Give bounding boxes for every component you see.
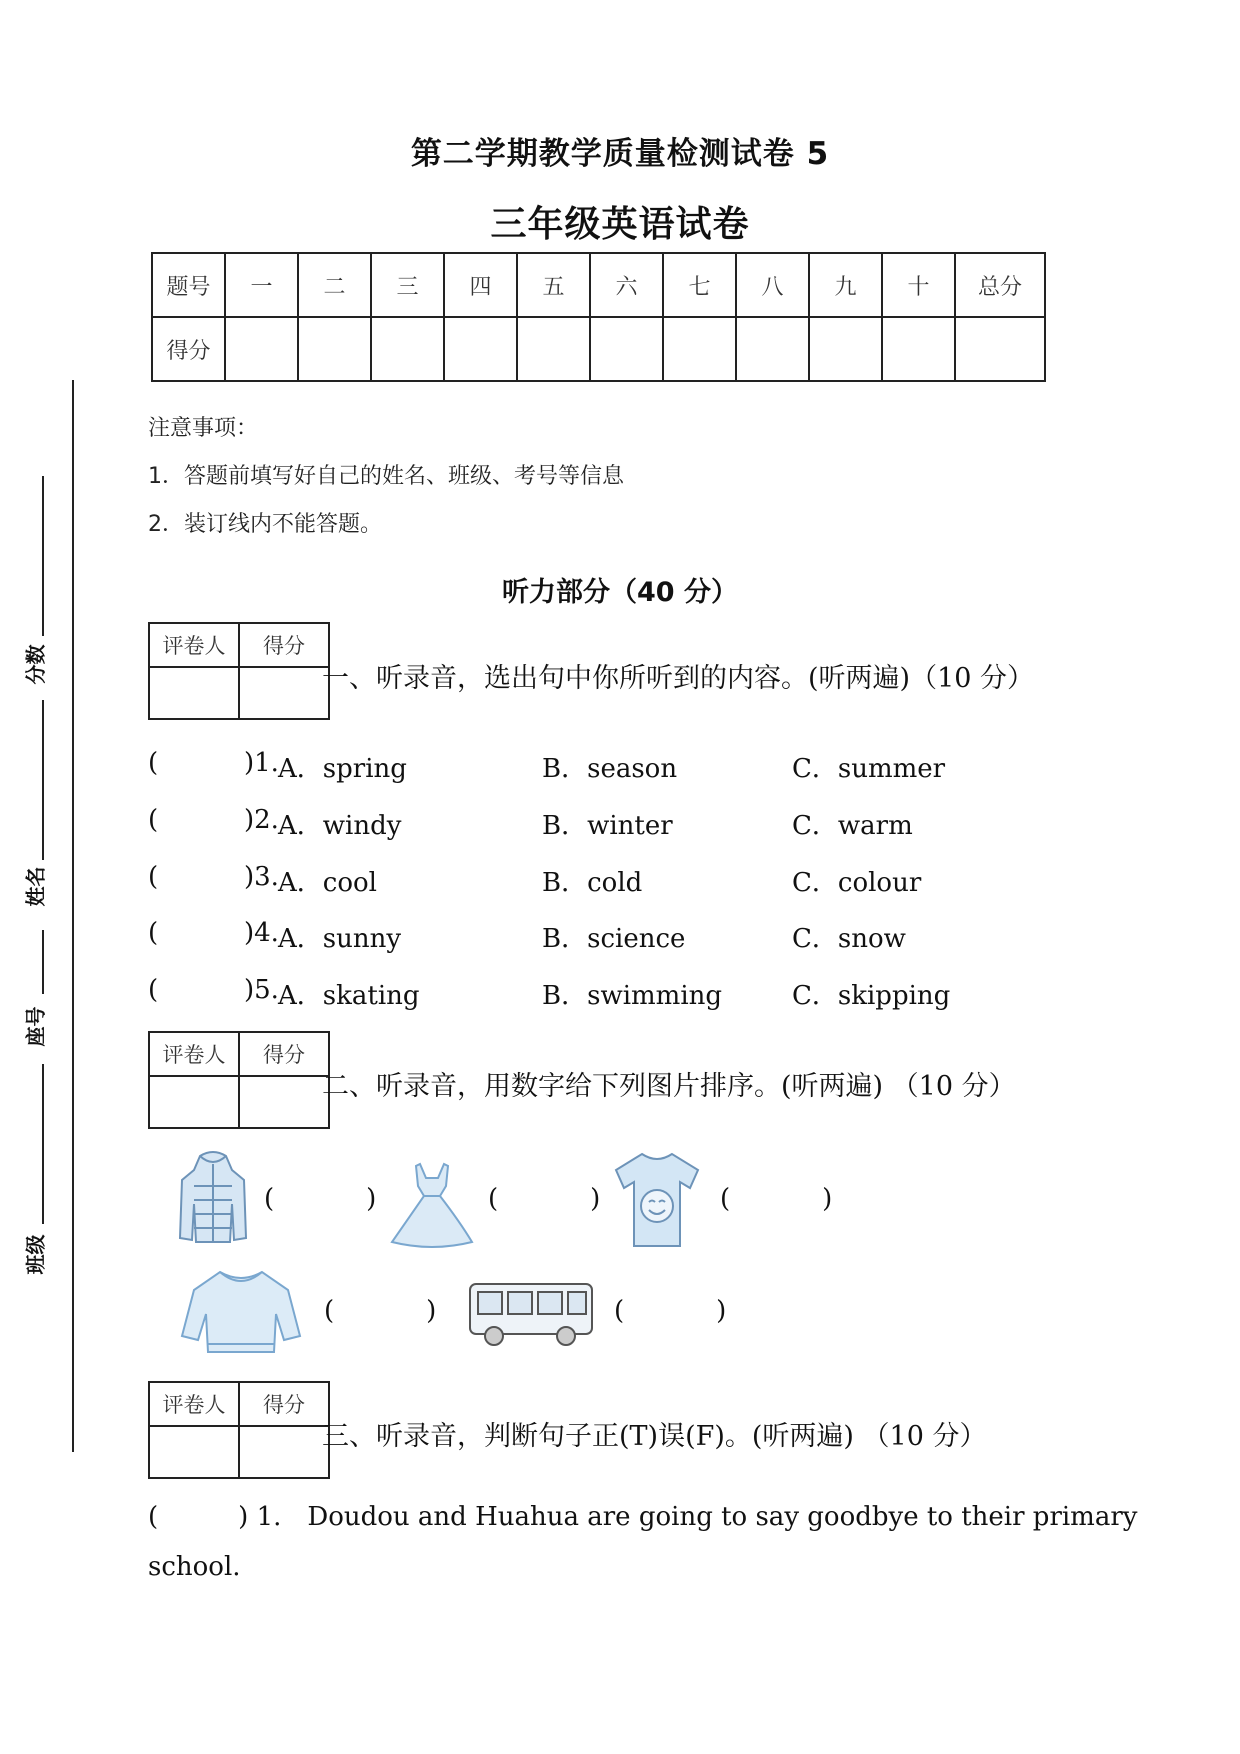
grader-label: 评卷人 (149, 623, 239, 667)
score-underline (42, 476, 44, 636)
answer-blank[interactable]: ( (148, 975, 159, 1005)
score-cell-6: 六 (590, 253, 663, 317)
picture-blank-4[interactable] (324, 1296, 436, 1326)
seat-underline (42, 930, 44, 994)
paren-open: ( (324, 1296, 335, 1326)
item-number: )4. (244, 918, 279, 948)
score-cell-2: 二 (298, 253, 371, 317)
grader-box-q3 (148, 1381, 330, 1479)
score-input-cell[interactable] (298, 317, 371, 381)
grader-box-q2 (148, 1031, 330, 1129)
bus-icon (466, 1278, 596, 1350)
grader-input[interactable] (149, 667, 239, 719)
score-input-cell[interactable] (736, 317, 809, 381)
grader-score-label: 得分 (239, 1032, 329, 1076)
option-c: C．warm (792, 811, 913, 841)
score-input-cell[interactable] (663, 317, 736, 381)
q1-title: 一、听录音，选出句中你所听到的内容。(听两遍)（10 分） (322, 663, 1035, 694)
option-b: B．cold (542, 868, 643, 898)
option-a: A．windy (278, 811, 402, 841)
score-input-cell-total[interactable] (955, 317, 1045, 381)
notes-heading: 注意事项： (148, 416, 259, 441)
q3-title: 三、听录音，判断句子正(T)误(F)。(听两遍) （10 分） (322, 1421, 987, 1452)
paren-close: ) (590, 1184, 601, 1214)
margin-name-label: 姓名 (23, 866, 48, 907)
grader-label: 评卷人 (149, 1382, 239, 1426)
grader-score-input[interactable] (239, 1426, 329, 1478)
margin-score-label: 分数 (23, 644, 48, 685)
score-table-score-row (152, 317, 1045, 381)
picture-blank-5[interactable] (614, 1296, 726, 1326)
option-b: B．swimming (542, 981, 723, 1011)
picture-blank-2[interactable] (488, 1184, 600, 1214)
jacket-icon (178, 1150, 248, 1246)
statement-text: Doudou and Huahua are going to say goodbye to their primary (307, 1502, 1138, 1532)
item-number: ) 1. (238, 1502, 282, 1532)
grader-score-label: 得分 (239, 623, 329, 667)
score-cell-3: 三 (371, 253, 444, 317)
answer-blank[interactable]: ( (148, 1502, 159, 1532)
score-input-cell[interactable] (444, 317, 517, 381)
score-input-cell[interactable] (882, 317, 955, 381)
picture-blank-1[interactable] (264, 1184, 376, 1214)
picture-blank-3[interactable] (720, 1184, 832, 1214)
grader-input[interactable] (149, 1076, 239, 1128)
item-number: )2. (244, 805, 279, 835)
score-table-header-row (152, 253, 1045, 317)
grader-input[interactable] (149, 1426, 239, 1478)
option-c: C．snow (792, 924, 906, 954)
answer-blank[interactable]: ( (148, 805, 159, 835)
item-number: )5. (244, 975, 279, 1005)
score-input-cell[interactable] (371, 317, 444, 381)
grader-score-input[interactable] (239, 667, 329, 719)
paren-open: ( (488, 1184, 499, 1214)
score-input-cell[interactable] (809, 317, 882, 381)
option-c: C．colour (792, 868, 922, 898)
q2-title: 二、听录音，用数字给下列图片排序。(听两遍) （10 分） (322, 1071, 1016, 1102)
paren-open: ( (264, 1184, 275, 1214)
paren-open: ( (614, 1296, 625, 1326)
note-item-2: 2．装订线内不能答题。 (148, 512, 382, 537)
score-cell-9: 九 (809, 253, 882, 317)
answer-blank[interactable]: ( (148, 862, 159, 892)
answer-blank[interactable]: ( (148, 748, 159, 778)
score-cell-label: 题号 (152, 253, 225, 317)
score-row-label: 得分 (152, 317, 225, 381)
q3-item-1 (148, 1502, 1137, 1532)
item-number: )1. (244, 748, 279, 778)
score-input-cell[interactable] (225, 317, 298, 381)
score-cell-4: 四 (444, 253, 517, 317)
option-a: A．spring (278, 754, 407, 784)
score-cell-5: 五 (517, 253, 590, 317)
dress-icon (390, 1162, 474, 1248)
score-table (151, 252, 1046, 382)
q3-item-1-continued: school. (148, 1552, 241, 1582)
grader-box-q1 (148, 622, 330, 720)
exam-title: 第二学期教学质量检测试卷 5 (410, 136, 830, 172)
score-cell-total: 总分 (955, 253, 1045, 317)
paren-close: ) (822, 1184, 833, 1214)
exam-subtitle: 三年级英语试卷 (490, 204, 750, 245)
score-input-cell[interactable] (517, 317, 590, 381)
paren-open: ( (720, 1184, 731, 1214)
option-a: A．skating (278, 981, 420, 1011)
paren-close: ) (366, 1184, 377, 1214)
margin-seat-label: 座号 (23, 1006, 48, 1047)
score-input-cell[interactable] (590, 317, 663, 381)
option-b: B．science (542, 924, 686, 954)
option-a: A．cool (278, 868, 377, 898)
sweater-icon (180, 1266, 302, 1356)
t-shirt-icon (612, 1150, 702, 1250)
score-cell-1: 一 (225, 253, 298, 317)
listening-section-title: 听力部分（40 分） (502, 577, 738, 608)
binding-line (72, 380, 74, 1452)
class-underline (42, 1064, 44, 1224)
score-cell-7: 七 (663, 253, 736, 317)
option-b: B．winter (542, 811, 673, 841)
score-cell-8: 八 (736, 253, 809, 317)
answer-blank[interactable]: ( (148, 918, 159, 948)
paren-close: ) (716, 1296, 727, 1326)
note-item-1: 1．答题前填写好自己的姓名、班级、考号等信息 (148, 464, 624, 489)
grader-score-label: 得分 (239, 1382, 329, 1426)
paren-close: ) (426, 1296, 437, 1326)
grader-label: 评卷人 (149, 1032, 239, 1076)
margin-class-label: 班级 (23, 1234, 48, 1275)
score-cell-10: 十 (882, 253, 955, 317)
item-number: )3. (244, 862, 279, 892)
option-c: C．summer (792, 754, 946, 784)
option-b: B．season (542, 754, 678, 784)
grader-score-input[interactable] (239, 1076, 329, 1128)
name-underline (42, 700, 44, 860)
option-c: C．skipping (792, 981, 951, 1011)
option-a: A．sunny (278, 924, 402, 954)
